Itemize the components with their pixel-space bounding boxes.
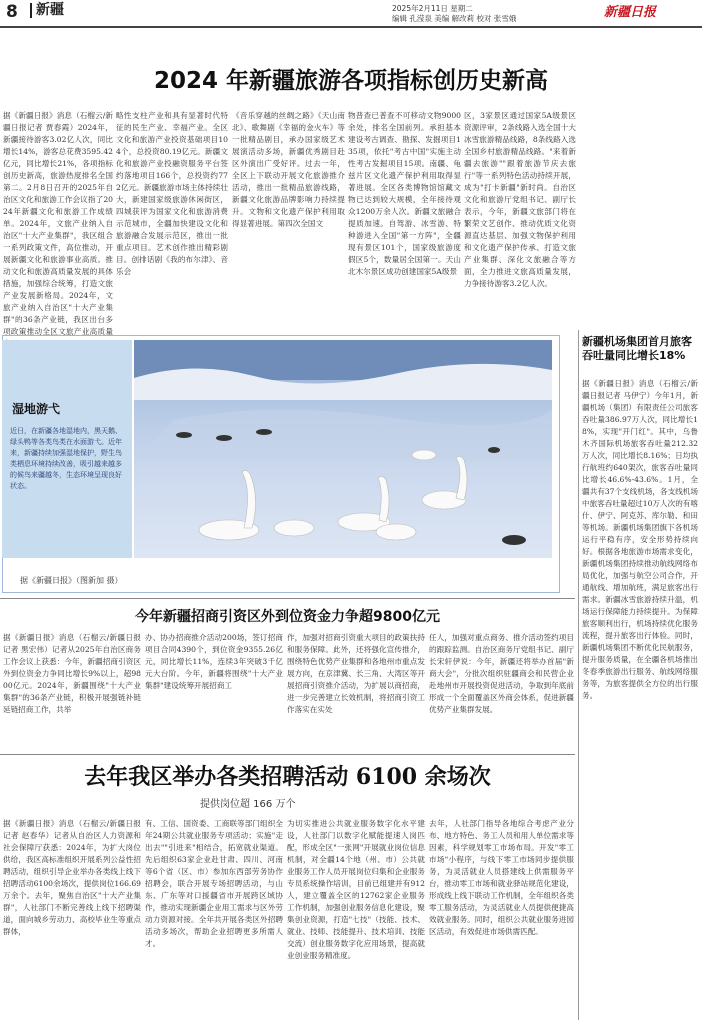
article3-col4: 去年，人社部门指导各地综合考虑产业分布、地方特色、务工人员和用人单位需求等因素，科学规划零工市场布局。开发"零工市场"小程序，与线下零工市场同步提供服务，为灵活就业人员搭建线上供需服务平台，推动零工市场和就业驿站规范化建设，形成线上线下联动工作机制，全年组织各类零工服务活动，为灵活就业人员提供便捷高效就业服务。同时，组织公共就业服务进园区活动，有效促进市场供需匹配。 — [429, 819, 574, 936]
sidebar-headline: 新疆机场集团首月旅客吞吐量同比增长18% — [582, 335, 692, 362]
article3-col2: 有、工信、国资委、工商联等部门组织全年24期公共就业服务专项活动；实施"走出去""引进来"相结合，拓宽就业渠道。先后组织63家企业赴甘肃、四川、河南等6个省（区、市）参加东西部劳务协作招聘会，联合开展专场招聘活动，与山东、广东等对口援疆省市开展跨区域协作，推动实现新疆企业用工需求与区外劳动力资源对接。全年共开展各类区外招聘活动多场次，帮助企业招聘更多所需人才。 — [145, 819, 283, 948]
divider-1 — [0, 598, 575, 599]
article3-subhead: 提供岗位超 166 万个 — [200, 799, 296, 810]
article2-col1: 据《新疆日报》消息（石榴云/新疆日报记者 黑宏伟）记者从2025年自治区商务工作会议上获悉：今年，新疆招商引资区外到位资金力争同比增长9%以上，超9800亿元。2024年，新疆围绕"十大产业集群"的36条产业链，积极开展强链补链延链招商工作，共举 — [3, 633, 141, 714]
article3-col1: 据《新疆日报》消息（石榴云/新疆日报记者 赵春华）记者从自治区人力资源和社会保障厅获悉：2024年，为扩大岗位供给，我区高标准组织开展系列公益性招聘活动，组织引导企业举办各类线上线下招聘活动6100余场次，提供岗位166.69万余个。去年，聚焦自治区"十大产业集群"，人社部门不断完善线上线下招聘渠道，面向城乡劳动力、高校毕业生等重点群体， — [3, 819, 141, 936]
article1-col4: 物普查已普查不可移动文物9000余处，排名全国前列。承担基本建设考古调查、勘探、发掘项目135项，依托"考古中国"实施主动性考古发掘项目15项。南疆、龟兹片区文化遗产保护利用取得显著进展。全区各类博物馆馆藏文物已达到较大规模，全年接待观众1200万余人次。新疆文旅融合提质加速。自驾游、冰雪游、特种游进入全国"第一方阵"，全疆现有景区101个，国家级旅游度假区5个，数量居全国第一。天山北木尔景区成功创建国家5A级景 — [348, 111, 461, 276]
article2-col4: 任人，加强对重点商务、推介活动签约项目的跟踪监测。自治区商务厅党组书记、副厅长宋轩伊说：今年，新疆还将举办首届"新商大会"，分批次组织驻疆商会和民营企业赴地州市开展投资促进活动，争取到年底前形成一个全面覆盖区外商会体系，促进新疆优势产业集群发展。 — [429, 633, 574, 714]
page-header — [0, 0, 702, 26]
article1-col1: 据《新疆日报》消息（石榴云/新疆日报记者 贾春霞）2024年，新疆接待游客3.02亿人次，同比增长14%，游客总花费3595.42亿元，同比增长21%，各项指标创历史新高，旅游热度排名全国第二。2月8日召开的2025年自治区文化和旅游工作会议指了2024年新疆文化和旅游工作成绩单。2024年，文旅产业纳入自治区"十大产业集群"，我区组合一系列政策文件，高位推动，开展新疆文化和旅游事业高质。推动文化和旅游高质量发展的具体措施，加强综合统筹，打造文旅产业发展新格局。2024年，文旅产业纳入自治区"十大产业集群"的36条产业链，我区出台多项政策推动全区文旅产业高质量 — [3, 111, 113, 336]
editors-line: 编辑 孔滢泉 美编 解改莉 校对 张雪娥 — [392, 14, 517, 23]
swans-illustration — [134, 340, 552, 558]
section-name: 新疆 — [30, 3, 64, 18]
page-number: 8 — [6, 2, 18, 22]
sidebar-divider — [578, 330, 579, 1020]
photo-swans — [134, 340, 552, 558]
article3-headline: 去年我区举办各类招聘活动 6100 余场次 — [84, 764, 491, 790]
masthead-logo: 新疆日报 — [604, 5, 657, 20]
article1-col5: 区，3家景区通过国家5A级景区资源评审，2条线路入选全国十大冰雪旅游精品线路，8条线路入选全国乡村旅游精品线路。"来着新疆去旅游""跟着旅游节庆去旅行"等一系列特色活动持续开展，成为"打卡新疆"新时尚。自治区文化和旅游厅党组书记、副厅长表示，今年，新疆文旅部门将在繁荣文艺创作、推动优质文化资源直达基层、加强文物保护利用和文化遗产保护传承、打造文旅产业集群、深化文旅融合等方面，全力推进文旅高质量发展，力争接待游客3.2亿人次。 — [464, 111, 576, 288]
photo-description: 近日，在新疆各地湿地内，黑天鹅、绿头鸭等各类鸟类在水面游弋。近年来，新疆持续加强湿地保护，野生鸟类栖息环境持续改善，吸引越来越多的候鸟来疆越冬，生态环境呈现良好状态。 — [10, 427, 122, 490]
header-rule — [0, 26, 702, 28]
article2-col3: 作，加强对招商引资重大项目的政策扶持和服务保障。此外，还将强化宣传推介，围绕特色优势产业集群和各地州市重点发展方向，在京津冀、长三角、大湾区等开展招商引资推介活动，为扩展以商招商，进一步完善建立长效机制，将招商引资工作落实在实处 — [287, 633, 425, 714]
article2-headline: 今年新疆招商引资区外到位资金力争超9800亿元 — [135, 609, 440, 625]
article1-col3: 《音乐穿越的丝绸之路》《天山南北》、歌舞剧《幸福的金火车》等一批精品剧目，承办国家级艺术展演活动多场，新疆优秀剧目赴区外演出广受好评。过去一年，全区上下联动开展文化旅游推介活动，推出一批精品旅游线路，新疆文化旅游品牌影响力持续提升。文物和文化遗产保护利用取得显著进展。第四次全国文 — [232, 111, 345, 228]
issue-date: 2025年2月11日 星期二 — [392, 4, 473, 13]
divider-2 — [0, 754, 575, 755]
sidebar-body: 据《新疆日报》消息（石榴云/新疆日报记者 马伊宁）今年1月，新疆机场（集团）有限责任公司旅客吞吐量386.97万人次，同比增长18%，实现"开门红"。其中，乌鲁木齐国际机场旅客吞吐量212.32万人次，同比增长8.16%；日均执行航班约640架次，旅客吞吐量同比增长46.6%-43.6%。1月，全疆共有37个支线机场，各支线机场中旅客吞吐量超过10万人次的有喀什、伊宁、阿克苏、库尔勒、和田等机场。新疆机场集团旗下各机场运行平稳有序，安全形势持续向好。根据各地旅游市场需求变化，新疆机场集团持续推动航线网络布局优化，加强与航空公司合作，开通航线、增加航班，满足旅客出行需求。新疆冰雪旅游持续升温，机场运行保障能力持续提升。为保障旅客顺利出行，机场持续优化服务流程，提升旅客出行体验。同时，新疆机场集团不断优化民航服务，提升服务质量，在全疆各机场推出冬春季旅游出行服务、航线网络服务等，为旅客提供全方位的出行服务。 — [582, 379, 698, 700]
photo-title: 湿地游弋 — [12, 402, 61, 416]
main-headline: 2024 年新疆旅游各项指标创历史新高 — [153, 68, 549, 94]
article3-col3: 为切实推进公共就业服务数字化水平建设，人社部门以数字化赋能提速人岗匹配，形成全区"一张网"开展就业岗位信息机制，对全疆14个地（州、市）公共就业服务工作人员开展岗位归集和企业服务专员系统操作培训，目前已组建并有912人，建立覆盖全区的12762家企业服务工作机制，加强创业服务信息化建设，聚集创业资源，打造"七技"（技能、技术、就业、技师、技能提升、技术培训、技能交流）创业服务数字化应用场景，提高就业创业服务精准度。 — [287, 819, 425, 960]
article1-col2: 略性支柱产业和具有显著时代特征的民生产业、幸福产业。全区文化和旅游产业投资基础项目104个，总投资80.19亿元。新疆文化和旅游产业投融资服务平台签约落地项目166个，总投资约772亿元。新疆旅游市场主体持续壮大，新建国家级旅游休闲街区，四城获评为国家文化和旅游消费示范城市，全疆加快建设文化和旅游融合发展示范区，推出一批重点项目。艺术创作推出精彩剧目。创排话剧《我的布尔津》、音乐会 — [116, 111, 228, 276]
article2-col2: 办、协办招商推介活动200场，签订招商项目合同4390个，到位资金9355.26亿元，同比增长11%，连续3年突破3千亿元大台阶。今年，新疆将围绕"十大产业集群"建设统筹开展招商工 — [145, 633, 283, 690]
photo-credit: 据《新疆日报》（图新加 摄） — [20, 576, 123, 585]
